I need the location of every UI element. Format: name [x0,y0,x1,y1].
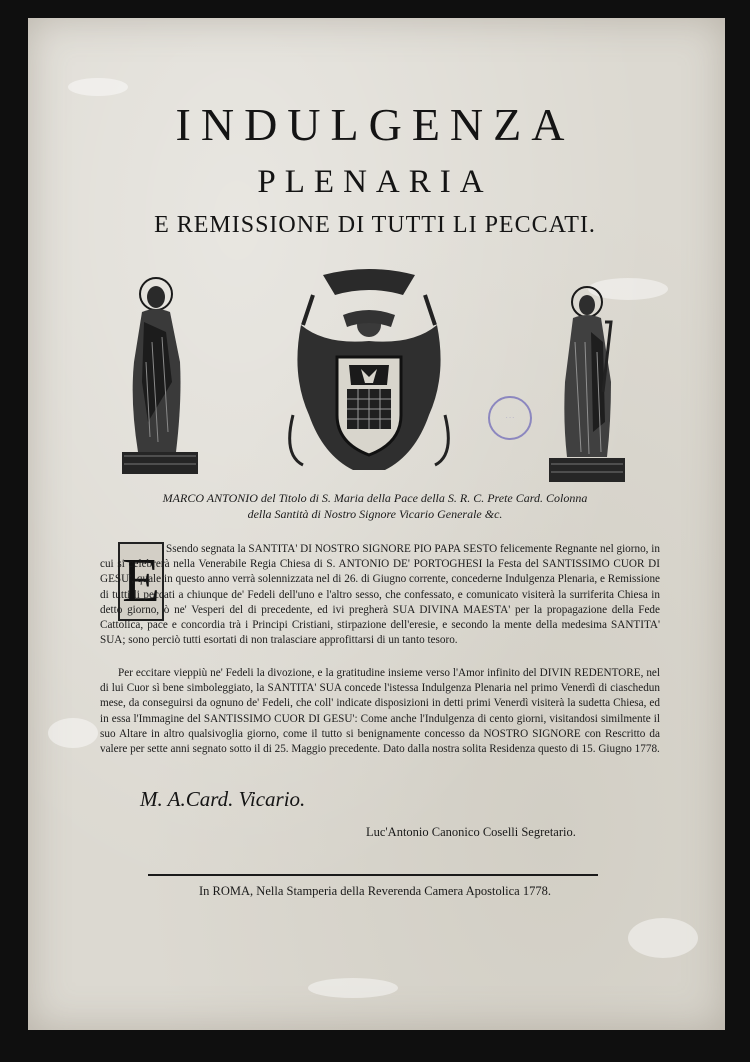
paper-wear [48,718,98,748]
paper-wear [68,78,128,96]
cardinal-signature: M. A.Card. Vicario. [140,787,306,811]
proclamation-paragraph-2: Per eccitare vieppiù ne' Fedeli la divozione, e la gratitudine insieme verso l'Amor infinito del DIVIN REDENTORE, nel di lui Cuor sì bene simboleggiato, la SANTITA' SUA concede l'istessa Indulgenza Plenaria nel primo Venerdì di ciaschedun mese, da conseguirsi da ognuno de' Fedeli, che coll' indicate disposizioni in detti primi Venerdì visiterà la sudetta Chiesa, ed in essa l'Immagine del SANTISSIMO CUOR DI GESU': Come anche l'Indulgenza di cento giorni, visitandosi similmente il suo Altare in altro qualsivoglia giorno, come il tutto si benignamente concesso da NOSTRO SIGNORE con Rescritto da valere per sette anni segnato sotto il di 25. Maggio precedente. Dato dalla nostra solita Residenza questo di 15. Giugno 1778. [100,667,660,756]
paper-wear [308,978,398,998]
cardinal-coat-of-arms [283,265,455,480]
imprint-rule [148,874,598,876]
proclamation-paragraph-1: Ssendo segnata la SANTITA' DI NOSTRO SIGNORE PIO PAPA SESTO felicemente Regnante nel giorno, in cui si celebrerà nella Venerabile Regia Chiesa di S. ANTONIO DE' PORTOGHESI la Festa del SANTISSIMO CUOR DI GESU', quale in questo anno verrà solennizzata nel di 26. di Giugno corrente, concederne Indulgenza Plenaria, e Remissione di tutti li peccati a chiunque de' Fedeli dell'uno e l'altro sesso, che confessato, e comunicato visiterà la surriferita Chiesa in detto giorno, ò ne' Vesperi del di precedente, ed ivi pregherà SUA DIVINA MAESTA' per la propagazione della Fede Cattolica, pace e concordia trà i Principi Cristiani, stirpazione dell'eresie, e secondo la mente della medesima SANTITA' SUA; sono perciò tutti esortati di non tralasciare approfittarsi di un tanto tesoro. [100,543,660,647]
title-plenaria: PLENARIA [257,164,493,200]
paper-wear [628,918,698,958]
decorated-initial: E [118,542,164,621]
printer-imprint: In ROMA, Nella Stamperia della Reverenda Camera Apostolica 1778. [199,884,551,898]
title-indulgenza: INDULGENZA [175,99,575,150]
cardinal-title-line-1: MARCO ANTONIO del Titolo di S. Maria della Pace della S. R. C. Prete Card. Colonna [162,491,588,505]
saint-figure-right [545,282,629,484]
title-remissione: E REMISSIONE DI TUTTI LI PECCATI. [154,212,596,238]
secretary-signature: Luc'Antonio Canonico Coselli Segretario. [366,825,576,839]
library-ink-stamp: · · · [488,396,532,440]
cardinal-title-line-2: della Santità di Nostro Signore Vicario Generale &c. [247,507,503,521]
saint-figure-left [112,272,204,477]
